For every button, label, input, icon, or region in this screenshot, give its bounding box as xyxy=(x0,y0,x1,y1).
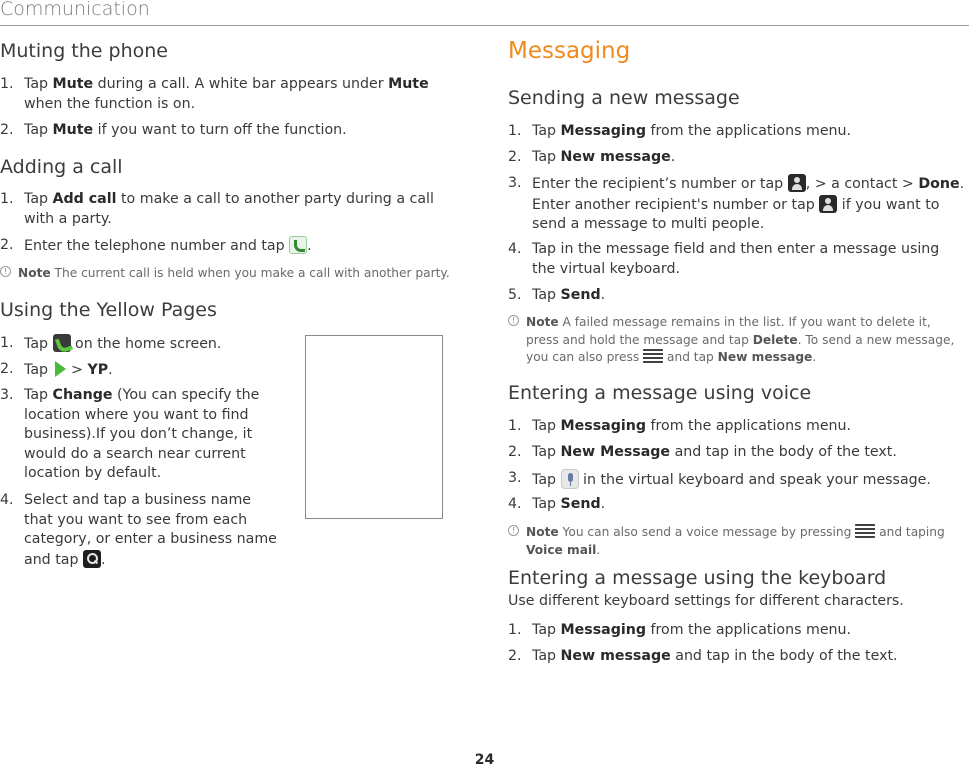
list-item: 4. Tap Send. xyxy=(508,496,606,512)
list-item: 3. Tap in the virtual keyboard and speak your message. xyxy=(508,470,931,488)
info-icon: ! xyxy=(508,525,519,536)
section-title: Communication xyxy=(0,0,150,20)
list-item: 4. Tap in the message field and then enter a message using the virtual keyboard. xyxy=(508,241,940,277)
note: ! Note You can also send a voice message by pressing and taping Voice mail. xyxy=(508,524,969,560)
list-item: 2. Enter the telephone number and tap . xyxy=(0,237,312,254)
list-item: 1. Tap Messaging from the applications menu. xyxy=(508,123,852,139)
list-item: 2. Tap New message and tap in the body of the text. xyxy=(508,648,898,664)
heading-adding-call: Adding a call xyxy=(0,156,123,178)
phone-icon xyxy=(53,334,71,352)
header-divider xyxy=(0,25,969,26)
menu-icon xyxy=(643,349,663,363)
heading-messaging: Messaging xyxy=(508,38,631,64)
info-icon: ! xyxy=(0,266,11,277)
contact-icon xyxy=(788,174,806,192)
list-item: 3. Tap Change (You can specify the location where you want to find business).If you don’t change, it would do a search near current location by default. xyxy=(0,387,260,481)
note: ! Note The current call is held when you make a call with another party. xyxy=(0,265,470,283)
keyboard-intro: Use different keyboard settings for different characters. xyxy=(508,593,904,609)
heading-voice: Entering a message using voice xyxy=(508,382,812,404)
note: ! Note A failed message remains in the list. If you want to delete it, press and hold the message and tap Delete. To send a new message, you can also press and tap New message. xyxy=(508,314,969,368)
list-item: 2. Tap Mute if you want to turn off the function. xyxy=(0,122,347,138)
heading-keyboard: Entering a message using the keyboard xyxy=(508,567,887,589)
heading-sending: Sending a new message xyxy=(508,87,740,109)
menu-icon xyxy=(855,524,875,538)
play-arrow-icon xyxy=(53,360,67,378)
list-item: 1. Tap on the home screen. xyxy=(0,335,222,352)
heading-muting: Muting the phone xyxy=(0,40,168,62)
heading-yellow-pages: Using the Yellow Pages xyxy=(0,299,217,321)
list-item: 2. Tap > YP. xyxy=(0,361,113,378)
microphone-icon xyxy=(561,469,579,489)
list-item: 3. Enter the recipient’s number or tap , > a contact > Done. Enter another recipient's number or tap if you want to send a message to multi people. xyxy=(508,175,965,232)
list-item: 4. Select and tap a business name that you want to see from each category, or enter a business name and tap . xyxy=(0,492,277,568)
search-icon xyxy=(83,550,101,568)
dial-phone-icon xyxy=(289,236,307,254)
screenshot-placeholder xyxy=(305,335,443,519)
list-item: 1. Tap Messaging from the applications menu. xyxy=(508,418,852,434)
list-item: 1. Tap Messaging from the applications menu. xyxy=(508,622,852,638)
contact-icon xyxy=(819,195,837,213)
list-item: 1. Tap Mute during a call. A white bar appears under Mute when the function is on. xyxy=(0,76,429,112)
list-item: 2. Tap New Message and tap in the body of the text. xyxy=(508,444,897,460)
page-number: 24 xyxy=(474,752,495,768)
list-item: 1. Tap Add call to make a call to another party during a call with a party. xyxy=(0,191,434,227)
list-item: 5. Tap Send. xyxy=(508,287,606,303)
info-icon: ! xyxy=(508,315,519,326)
list-item: 2. Tap New message. xyxy=(508,149,676,165)
